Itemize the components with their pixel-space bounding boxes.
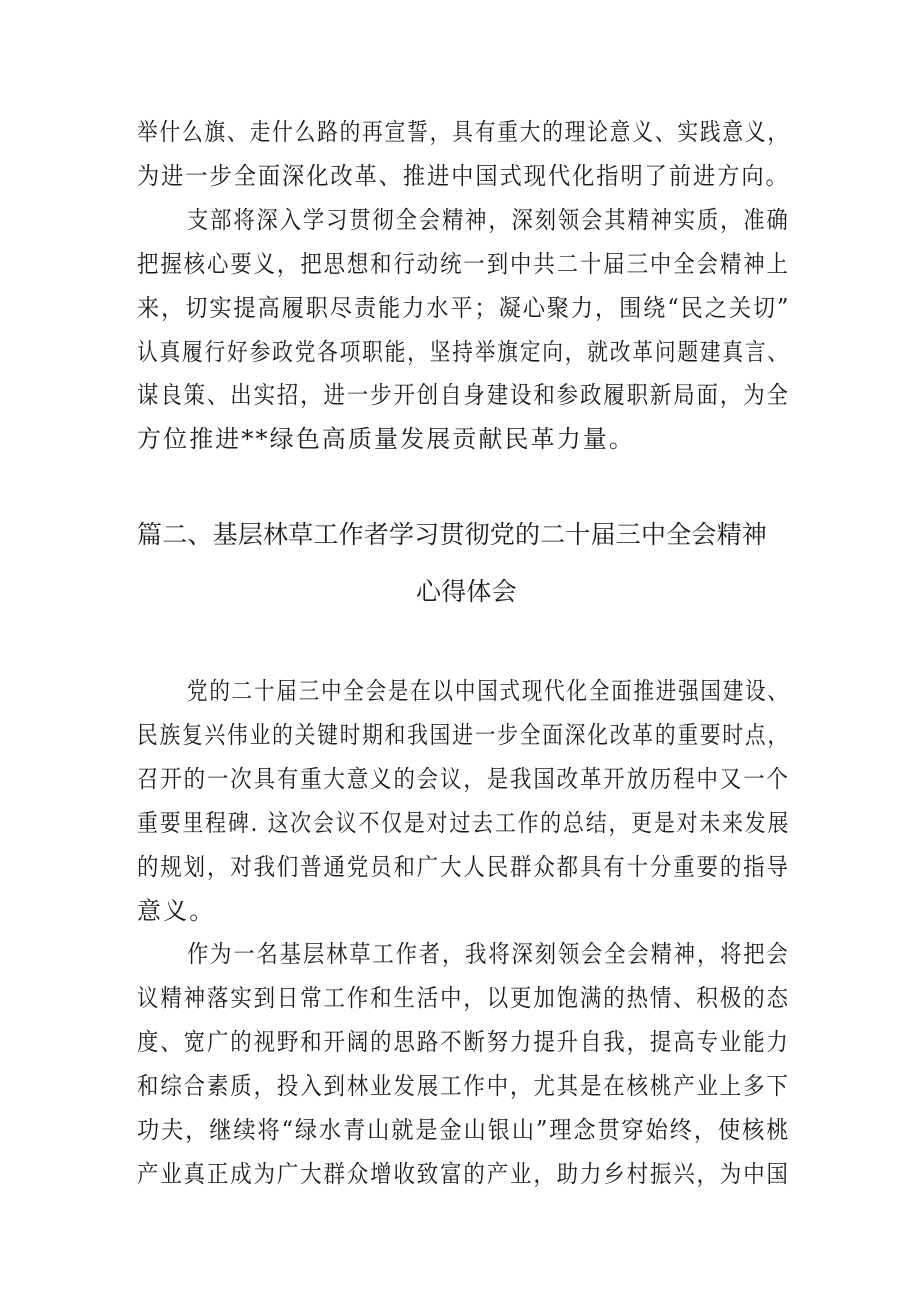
paragraph-3-line-1: 党的二十届三中全会是在以中国式现代化全面推进强国建设、	[187, 677, 790, 705]
paragraph-4-line-4: 和综合素质，投入到林业发展工作中，尤其是在核桃产业上多下	[137, 1072, 790, 1100]
paragraph-4-line-5: 功夫，继续将“绿水青山就是金山银山”理念贯穿始终，使核桃	[137, 1116, 791, 1144]
paragraph-3-line-4: 重要里程碑. 这次会议不仅是对过去工作的总结，更是对未来发展	[137, 809, 791, 837]
paragraph-1-line-2: 为进一步全面深化改革、推进中国式现代化指明了前进方向。	[137, 162, 790, 190]
paragraph-2-line-6: 方位推进**绿色高质量发展贡献民革力量。	[137, 425, 635, 453]
section-title-line-1: 篇二、基层林草工作者学习贯彻党的二十届三中全会精神	[137, 520, 768, 549]
paragraph-3-line-2: 民族复兴伟业的关键时期和我国进一步全面深化改革的重要时点，	[137, 721, 790, 749]
paragraph-1-line-1: 举什么旗、走什么路的再宣誓，具有重大的理论意义、实践意义，	[137, 118, 790, 146]
paragraph-2-line-4: 认真履行好参政党各项职能，坚持举旗定向，就改革问题建真言、	[137, 338, 790, 366]
paragraph-2-line-1: 支部将深入学习贯彻全会精神，深刻领会其精神实质，准确	[187, 206, 790, 234]
paragraph-4-line-3: 度、宽广的视野和开阔的思路不断努力提升自我，提高专业能力	[137, 1028, 790, 1056]
paragraph-4-line-6: 产业真正成为广大群众增收致富的产业，助力乡村振兴，为中国	[137, 1160, 790, 1188]
paragraph-4-line-2: 议精神落实到日常工作和生活中，以更加饱满的热情、积极的态	[137, 984, 790, 1012]
paragraph-3-line-3: 召开的一次具有重大意义的会议，是我国改革开放历程中又一个	[137, 765, 790, 793]
paragraph-2-line-5: 谋良策、出实招，进一步开创自身建设和参政履职新局面，为全	[137, 381, 790, 409]
paragraph-4-line-1: 作为一名基层林草工作者，我将深刻领会全会精神，将把会	[187, 940, 790, 968]
paragraph-2-line-3: 来，切实提高履职尽责能力水平；凝心聚力，围绕“民之关切”	[137, 294, 791, 322]
paragraph-3-line-6: 意义。	[137, 897, 216, 925]
paragraph-3-line-5: 的规划，对我们普通党员和广大人民群众都具有十分重要的指导	[137, 853, 790, 881]
paragraph-2-line-2: 把握核心要义，把思想和行动统一到中共二十届三中全会精神上	[137, 250, 790, 278]
section-title-line-2: 心得体会	[416, 577, 517, 606]
